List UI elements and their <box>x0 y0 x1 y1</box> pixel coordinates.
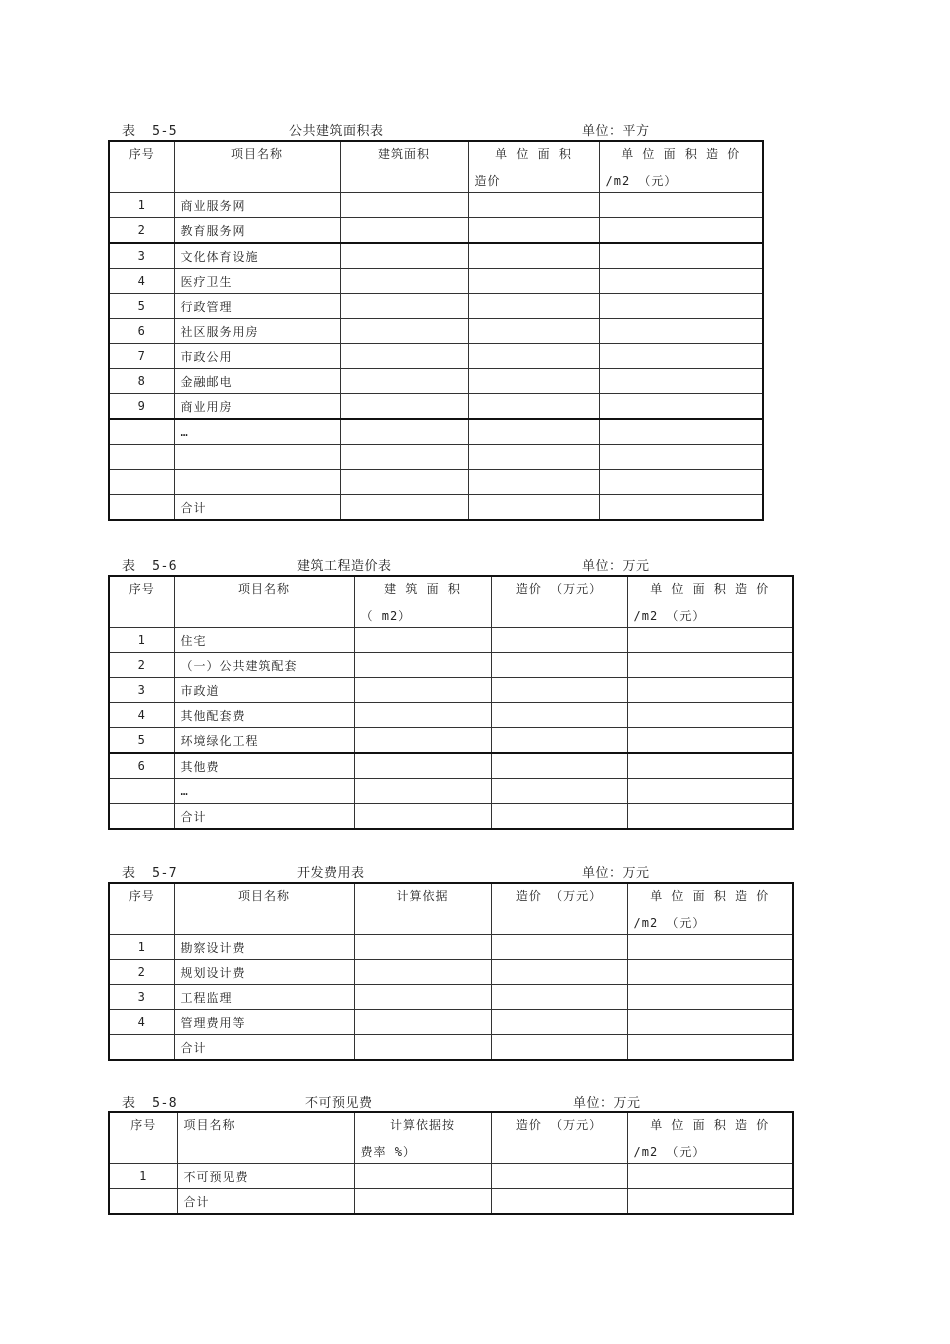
row-seq <box>109 1189 177 1215</box>
row-seq <box>109 470 174 495</box>
row-item-name: 不可预见费 <box>177 1164 354 1189</box>
cell <box>354 804 491 830</box>
cell <box>627 985 793 1010</box>
cell <box>491 935 627 960</box>
row-item-name: 合计 <box>174 495 340 521</box>
cell <box>354 1035 491 1061</box>
table-row <box>109 344 763 369</box>
table-row <box>109 703 793 728</box>
row-seq: 9 <box>109 394 174 420</box>
header-seq: 序号 <box>109 576 174 628</box>
header-unit-cost-line1: 单 位 面 积 造 价 <box>650 582 770 596</box>
table-row <box>109 495 763 521</box>
table-row <box>109 445 763 470</box>
header-row <box>109 141 763 193</box>
table-row <box>109 653 793 678</box>
cell <box>468 344 599 369</box>
row-item-name: 社区服务用房 <box>174 319 340 344</box>
row-seq: 7 <box>109 344 174 369</box>
header-item-name: 项目名称 <box>177 1112 354 1164</box>
cell <box>468 445 599 470</box>
row-item-name: 环境绿化工程 <box>174 728 354 754</box>
row-seq <box>109 779 174 804</box>
cell <box>491 628 627 653</box>
cell <box>491 985 627 1010</box>
row-seq: 1 <box>109 935 174 960</box>
row-seq: 3 <box>109 985 174 1010</box>
row-seq: 2 <box>109 218 174 244</box>
cell <box>354 1164 491 1189</box>
table-row <box>109 319 763 344</box>
cell <box>468 294 599 319</box>
cell <box>468 470 599 495</box>
cell <box>354 753 491 779</box>
table-row <box>109 1164 793 1189</box>
header-row <box>109 576 793 628</box>
cell <box>468 218 599 244</box>
row-item-name: （一）公共建筑配套 <box>174 653 354 678</box>
table-5-7-title: 开发费用表 <box>297 866 365 881</box>
cell <box>340 394 468 420</box>
table-row <box>109 628 793 653</box>
row-item-name: 医疗卫生 <box>174 269 340 294</box>
table-row <box>109 419 763 445</box>
row-seq <box>109 804 174 830</box>
table-row <box>109 960 793 985</box>
cell <box>491 779 627 804</box>
table-5-8-label: 表 5-8 <box>122 1096 178 1111</box>
cell <box>627 779 793 804</box>
cell <box>340 344 468 369</box>
cell <box>627 1010 793 1035</box>
cell <box>491 804 627 830</box>
row-item-name: 市政公用 <box>174 344 340 369</box>
cell <box>354 960 491 985</box>
header-unit-cost-line2: /m2 （元） <box>633 1145 706 1159</box>
table-5-6 <box>108 575 794 830</box>
cell <box>354 1189 491 1215</box>
row-seq <box>109 419 174 445</box>
cell <box>491 653 627 678</box>
header-seq: 序号 <box>109 141 174 193</box>
cell <box>468 319 599 344</box>
row-seq: 5 <box>109 294 174 319</box>
cell <box>627 935 793 960</box>
table-row <box>109 985 793 1010</box>
cell <box>627 628 793 653</box>
row-seq: 1 <box>109 628 174 653</box>
header-unit-cost-line2: /m2 （元） <box>633 609 706 623</box>
cell <box>627 653 793 678</box>
row-seq <box>109 1035 174 1061</box>
cell <box>627 753 793 779</box>
cell <box>491 1035 627 1061</box>
table-row <box>109 728 793 754</box>
table-5-5-title: 公共建筑面积表 <box>289 124 384 139</box>
header-basis-line1: 计算依据按 <box>389 1118 455 1132</box>
cell <box>354 703 491 728</box>
header-row <box>109 883 793 935</box>
cell <box>599 470 763 495</box>
cell <box>599 269 763 294</box>
row-item-name: 合计 <box>174 1035 354 1061</box>
table-5-8-unit: 单位：万元 <box>573 1096 641 1111</box>
table-row <box>109 1035 793 1061</box>
header-unit-area-line1: 单 位 面 积 <box>495 147 572 161</box>
header-basis <box>354 1112 491 1164</box>
cell <box>627 728 793 754</box>
row-seq: 2 <box>109 960 174 985</box>
row-seq: 3 <box>109 243 174 269</box>
cell <box>599 243 763 269</box>
table-row <box>109 779 793 804</box>
table-5-6-title: 建筑工程造价表 <box>297 559 392 574</box>
row-item-name: 市政道 <box>174 678 354 703</box>
table-5-8-title: 不可预见费 <box>305 1096 373 1111</box>
cell <box>354 728 491 754</box>
cell <box>468 243 599 269</box>
cell <box>599 445 763 470</box>
table-row <box>109 294 763 319</box>
table-5-7-label: 表 5-7 <box>122 866 178 881</box>
header-item-name: 项目名称 <box>174 141 340 193</box>
table-5-6-label: 表 5-6 <box>122 559 178 574</box>
cell <box>627 1035 793 1061</box>
cell <box>340 243 468 269</box>
header-building-area <box>354 576 491 628</box>
table-row <box>109 678 793 703</box>
table-row <box>109 243 763 269</box>
row-item-name: 商业服务网 <box>174 193 340 218</box>
table-row <box>109 218 763 244</box>
table-row <box>109 369 763 394</box>
table-row <box>109 470 763 495</box>
cell <box>354 628 491 653</box>
cell <box>354 985 491 1010</box>
row-item-name <box>174 445 340 470</box>
cell <box>627 960 793 985</box>
row-seq: 4 <box>109 269 174 294</box>
cell <box>491 1164 627 1189</box>
header-cost: 造价 （万元） <box>491 883 627 935</box>
cell <box>468 269 599 294</box>
row-seq: 1 <box>109 1164 177 1189</box>
row-item-name: 教育服务网 <box>174 218 340 244</box>
table-5-7-unit: 单位：万元 <box>582 866 650 881</box>
header-building-area: 建筑面积 <box>340 141 468 193</box>
cell <box>599 419 763 445</box>
header-cost: 造价 （万元） <box>491 1112 627 1164</box>
header-basis: 计算依据 <box>354 883 491 935</box>
table-row <box>109 193 763 218</box>
row-seq: 6 <box>109 753 174 779</box>
table-row <box>109 753 793 779</box>
cell <box>627 1189 793 1215</box>
header-unit-cost-line2: /m2 （元） <box>633 916 706 930</box>
cell <box>627 678 793 703</box>
row-item-name: 合计 <box>177 1189 354 1215</box>
cell <box>491 728 627 754</box>
cell <box>599 294 763 319</box>
table-row <box>109 1010 793 1035</box>
row-item-name <box>174 470 340 495</box>
cell <box>354 678 491 703</box>
header-seq: 序号 <box>109 883 174 935</box>
cell <box>491 753 627 779</box>
row-seq: 5 <box>109 728 174 754</box>
cell <box>354 653 491 678</box>
cell <box>599 218 763 244</box>
cell <box>599 369 763 394</box>
cell <box>599 495 763 521</box>
table-row <box>109 269 763 294</box>
row-item-name: 行政管理 <box>174 294 340 319</box>
cell <box>627 1164 793 1189</box>
cell <box>340 193 468 218</box>
table-row <box>109 394 763 420</box>
row-item-name: 住宅 <box>174 628 354 653</box>
table-row <box>109 804 793 830</box>
cell <box>340 495 468 521</box>
row-seq: 6 <box>109 319 174 344</box>
cell <box>340 470 468 495</box>
row-item-name: … <box>174 419 340 445</box>
header-building-area-line2: （ m2） <box>360 609 412 623</box>
header-row <box>109 1112 793 1164</box>
cell <box>354 779 491 804</box>
row-seq: 4 <box>109 703 174 728</box>
cell <box>491 1010 627 1035</box>
cell <box>599 394 763 420</box>
row-item-name: 其他配套费 <box>174 703 354 728</box>
header-unit-area <box>468 141 599 193</box>
cell <box>468 193 599 218</box>
header-item-name: 项目名称 <box>174 576 354 628</box>
cell <box>627 703 793 728</box>
row-seq: 8 <box>109 369 174 394</box>
cell <box>340 445 468 470</box>
row-item-name: 其他费 <box>174 753 354 779</box>
header-cost: 造价 （万元） <box>491 576 627 628</box>
cell <box>599 319 763 344</box>
header-unit-cost <box>599 141 763 193</box>
row-item-name: 工程监理 <box>174 985 354 1010</box>
cell <box>340 319 468 344</box>
cell <box>340 294 468 319</box>
cell <box>491 703 627 728</box>
row-item-name: 合计 <box>174 804 354 830</box>
header-unit-cost-line1: 单 位 面 积 造 价 <box>650 889 770 903</box>
cell <box>491 960 627 985</box>
cell <box>354 1010 491 1035</box>
header-item-name: 项目名称 <box>174 883 354 935</box>
header-unit-area-line2: 造价 <box>474 174 501 188</box>
row-item-name: 规划设计费 <box>174 960 354 985</box>
cell <box>468 495 599 521</box>
header-unit-cost <box>627 883 793 935</box>
row-item-name: 文化体育设施 <box>174 243 340 269</box>
row-item-name: 管理费用等 <box>174 1010 354 1035</box>
header-unit-cost-line1: 单 位 面 积 造 价 <box>621 147 741 161</box>
table-5-5-unit: 单位：平方 <box>582 124 650 139</box>
header-unit-cost-line2: /m2 （元） <box>605 174 678 188</box>
cell <box>468 369 599 394</box>
table-5-6-unit: 单位：万元 <box>582 559 650 574</box>
table-5-5-label: 表 5-5 <box>122 124 178 139</box>
row-seq: 3 <box>109 678 174 703</box>
table-5-8 <box>108 1111 794 1215</box>
header-unit-cost-line1: 单 位 面 积 造 价 <box>650 1118 770 1132</box>
table-row <box>109 1189 793 1215</box>
header-unit-cost <box>627 1112 793 1164</box>
row-item-name: … <box>174 779 354 804</box>
row-seq: 4 <box>109 1010 174 1035</box>
cell <box>599 344 763 369</box>
cell <box>627 804 793 830</box>
cell <box>491 678 627 703</box>
row-seq <box>109 495 174 521</box>
cell <box>340 218 468 244</box>
header-basis-line2: 费率 %） <box>360 1145 416 1159</box>
row-seq: 2 <box>109 653 174 678</box>
cell <box>340 419 468 445</box>
row-item-name: 勘察设计费 <box>174 935 354 960</box>
cell <box>491 1189 627 1215</box>
row-item-name: 金融邮电 <box>174 369 340 394</box>
table-5-7 <box>108 882 794 1061</box>
cell <box>354 935 491 960</box>
row-seq: 1 <box>109 193 174 218</box>
cell <box>468 394 599 420</box>
cell <box>468 419 599 445</box>
table-row <box>109 935 793 960</box>
header-building-area-line1: 建 筑 面 积 <box>384 582 461 596</box>
table-5-5 <box>108 140 764 521</box>
row-item-name: 商业用房 <box>174 394 340 420</box>
row-seq <box>109 445 174 470</box>
cell <box>599 193 763 218</box>
cell <box>340 369 468 394</box>
header-unit-cost <box>627 576 793 628</box>
header-seq: 序号 <box>109 1112 177 1164</box>
cell <box>340 269 468 294</box>
